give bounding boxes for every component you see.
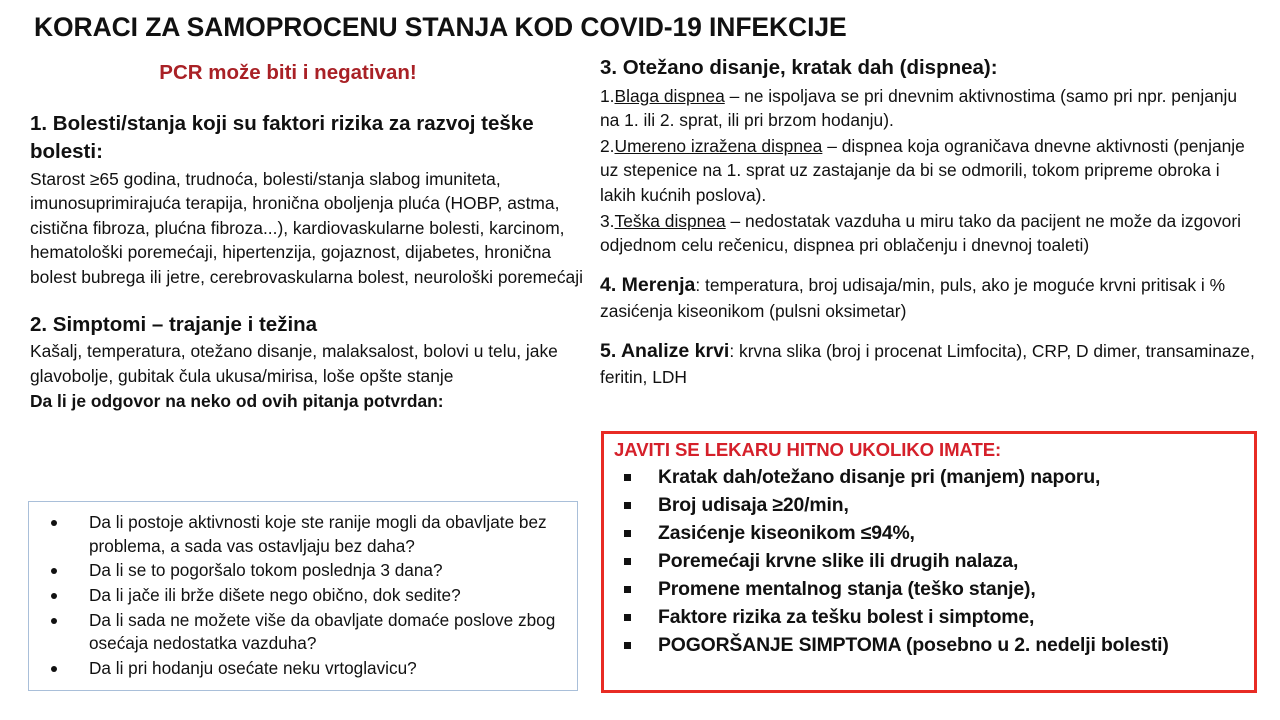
grade-term: Umereno izražena dispnea: [614, 136, 823, 157]
dyspnea-grade-2: [600, 134, 1260, 207]
section-2-body: Kašalj, temperatura, otežano disanje, malaksalost, bolovi u telu, jake glavobolje, gubitak čula ukusa/mirisa, loše opšte stanje: [30, 341, 558, 386]
list-item: [614, 575, 1250, 603]
list-item: [614, 519, 1250, 547]
warning-text: Kratak dah/otežano disanje pri (manjem) naporu,: [658, 466, 1101, 488]
question-text: Da li postoje aktivnosti koje ste ranije mogli da obavljate bez problema, a sada vas ostavljaju bez daha?: [89, 512, 547, 556]
dyspnea-grade-3: [600, 209, 1260, 258]
bullet-dot-icon: [51, 666, 57, 672]
grade-number: 3.: [600, 211, 615, 232]
section-2-heading: 2. Simptomi – trajanje i težina: [30, 313, 318, 337]
list-item: [614, 547, 1250, 575]
section-3-heading: 3. Otežano disanje, kratak dah (dispnea):: [600, 56, 998, 79]
warning-list: [604, 461, 1254, 659]
section-5-text: : krvna slika (broj i procenat Limfocita), CRP, D dimer, transaminaze, feritin, LDH: [600, 340, 1255, 388]
warning-box-title: JAVITI SE LEKARU HITNO UKOLIKO IMATE:: [614, 439, 1002, 460]
list-item: [614, 491, 1250, 519]
warning-text: Promene mentalnog stanja (teško stanje),: [658, 578, 1036, 601]
bullet-square-icon: [624, 558, 631, 565]
left-column: [30, 55, 586, 414]
grade-number: 2.: [600, 136, 615, 157]
section-5-label: 5. Analize krvi: [600, 339, 730, 362]
page-title: KORACI ZA SAMOPROCENU STANJA KOD COVID-19 INFEKCIJE: [34, 12, 847, 42]
bullet-square-icon: [624, 614, 631, 621]
grade-number: 1.: [600, 85, 615, 106]
bullet-square-icon: [624, 502, 631, 509]
bullet-dot-icon: [51, 520, 57, 526]
section-5: [600, 338, 1260, 390]
grade-text: – ne ispoljava se pri dnevnim aktivnostima (samo pri npr. penjanju na 1. ili 2. sprat, ili pri brzom hodanju).: [600, 85, 1238, 130]
bullet-dot-icon: [51, 568, 57, 574]
question-text: Da li jače ili brže dišete nego obično, dok sedite?: [89, 584, 461, 605]
right-column: [600, 55, 1260, 390]
bullet-square-icon: [624, 474, 631, 481]
warning-text: Poremećaji krvne slike ili drugih nalaza,: [658, 550, 1019, 573]
section-2-prompt: Da li je odgovor na neko od ovih pitanja potvrdan:: [30, 391, 444, 412]
list-item: [45, 609, 567, 656]
urgent-warning-box: [601, 431, 1257, 693]
question-list: [29, 502, 577, 680]
bullet-dot-icon: [51, 593, 57, 599]
list-item: [45, 584, 567, 608]
self-assessment-question-box: [28, 501, 578, 691]
warning-text: Faktore rizika za tešku bolest i simptome,: [658, 606, 1035, 629]
question-text: Da li se to pogoršalo tokom poslednja 3 dana?: [89, 560, 443, 581]
bullet-square-icon: [624, 586, 631, 593]
bullet-square-icon: [624, 642, 631, 649]
list-item: [614, 603, 1250, 631]
list-item: [614, 631, 1250, 659]
warning-text: Zasićenje kiseonikom ≤94%,: [658, 522, 915, 545]
grade-term: Teška dispnea: [614, 211, 726, 232]
section-4: [600, 272, 1260, 324]
list-item: [614, 463, 1250, 491]
list-item: [45, 559, 567, 583]
section-1-body: Starost ≥65 godina, trudnoća, bolesti/stanja slabog imuniteta, imunosuprimirajuća terapija, hronična oboljenja pluća (HOBP, astma, cistična fibroza, plućna fibroza...), kardiovaskularne bolesti, karcinom, hematološki poremećaji, hipertenzija, gojaznost, dijabetes, hronična bolest bubrega ili jetre, cerebrovaskularna bolest, neurološki poremećaji: [30, 168, 583, 287]
dyspnea-grade-1: [600, 84, 1260, 133]
warning-text: Broj udisaja ≥20/min,: [658, 494, 849, 517]
bullet-dot-icon: [51, 618, 57, 624]
warning-text: POGORŠANJE SIMPTOMA (posebno u 2. nedelji bolesti): [658, 634, 1169, 657]
section-4-text: : temperatura, broj udisaja/min, puls, ako je moguće krvni pritisak i % zasićenja kiseonikom (pulsni oksimetar): [600, 274, 1226, 322]
bullet-square-icon: [624, 530, 631, 537]
grade-text: – dispnea koja ograničava dnevne aktivnosti (penjanje uz stepenice na 1. sprat uz zastajanje da bi se odmorili, tokom pripreme obroka i lakih kućnih poslova).: [600, 136, 1245, 205]
grade-term: Blaga dispnea: [614, 85, 725, 106]
grade-text: – nedostatak vazduha u miru tako da pacijent ne može da izgovori odjednom celu rečenicu, dispnea pri oblačenju i dnevnoj toaleti): [600, 211, 1241, 256]
section-4-label: 4. Merenja: [600, 273, 696, 296]
question-text: Da li pri hodanju osećate neku vrtoglavicu?: [89, 657, 417, 678]
pcr-banner: PCR može biti i negativan!: [159, 61, 417, 84]
question-text: Da li sada ne možete više da obavljate domaće poslove zbog osećaja nedostatka vazduha?: [89, 609, 556, 654]
list-item: [45, 657, 567, 681]
section-1-heading: 1. Bolesti/stanja koji su faktori rizika za razvoj teške bolesti:: [30, 112, 534, 163]
list-item: [45, 511, 567, 558]
